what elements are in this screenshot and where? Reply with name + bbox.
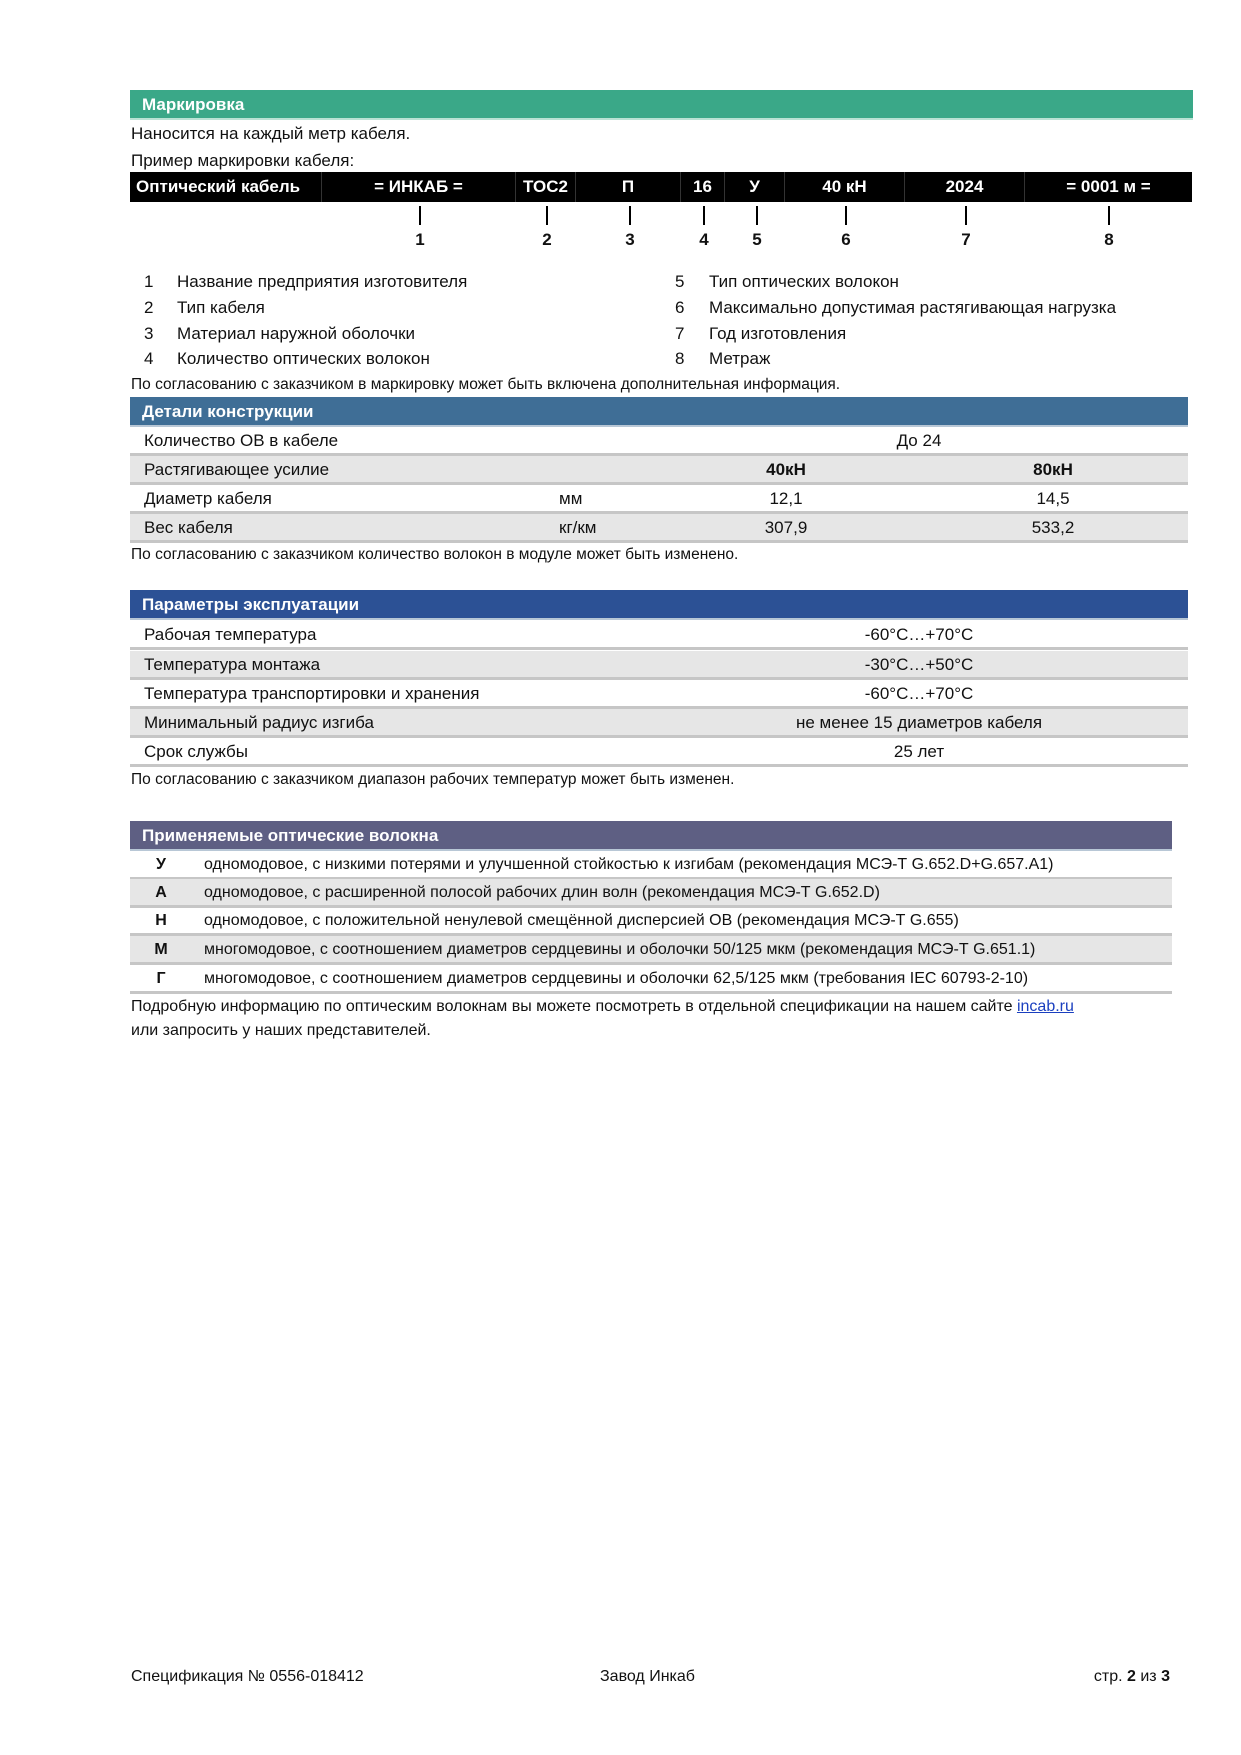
legend-number: 1 [144, 272, 154, 291]
page-total: 3 [1161, 1668, 1170, 1685]
marking-cell: ТОС2 [516, 172, 576, 202]
table-row [130, 651, 1188, 680]
table-row [130, 456, 1188, 485]
page-prefix: стр. [1093, 1668, 1123, 1685]
table-row [130, 965, 1172, 994]
incab-link[interactable]: incab.ru [1016, 998, 1074, 1015]
fibers-note [131, 996, 1074, 1018]
row-label: Вес кабеля [144, 518, 233, 537]
row-label: Температура монтажа [144, 655, 321, 674]
legend-text: Тип кабеля [177, 298, 265, 317]
table-row [130, 738, 1188, 767]
fiber-code: М [154, 941, 168, 958]
footer-company: Завод Инкаб [600, 1668, 695, 1685]
marking-line2: Пример маркировки кабеля: [131, 151, 355, 170]
marking-number: 5 [752, 230, 762, 249]
row-value: 25 лет [893, 742, 945, 761]
fiber-desc: одномодовое, с положительной ненулевой смещённой дисперсией ОВ (рекомендация МСЭ-Т G.655) [204, 912, 959, 929]
fibers-note2: или запросить у наших представителей. [131, 1022, 431, 1039]
table-row [130, 427, 1188, 456]
footer-spec: Спецификация № 0556-018412 [131, 1668, 364, 1685]
table-row [130, 879, 1172, 908]
marking-cell: 16 [681, 172, 725, 202]
row-value: не менее 15 диаметров кабеля [795, 713, 1043, 732]
fiber-desc: многомодовое, с соотношением диаметров сердцевины и оболочки 62,5/125 мкм (требования IEC 60793-2-10) [204, 970, 1029, 987]
legend-number: 7 [675, 324, 685, 343]
row-label: Растягивающее усилие [144, 460, 330, 479]
legend-number: 4 [144, 349, 154, 368]
marking-number: 6 [841, 230, 851, 249]
tick-line [756, 206, 758, 225]
row-value: -60°C…+70°C [864, 684, 974, 703]
tick-line [965, 206, 967, 225]
legend-number: 3 [144, 324, 154, 343]
construction-header: Детали конструкции [130, 397, 1188, 427]
legend-text: Количество оптических волокон [177, 349, 430, 368]
fiber-code: Г [156, 970, 166, 987]
row-label: Количество ОВ в кабеле [144, 431, 339, 450]
fibers-note-text: Подробную информацию по оптическим волокнам вы можете посмотреть в отдельной спецификации на нашем сайте [131, 998, 1013, 1015]
marking-cell: 40 кН [785, 172, 905, 202]
row-label: Температура транспортировки и хранения [144, 684, 480, 703]
marking-cell: = 0001 м = [1066, 177, 1151, 196]
tick-line [703, 206, 705, 225]
row-value: 533,2 [1031, 518, 1075, 537]
tick-line [546, 206, 548, 225]
marking-cell: = ИНКАБ = [322, 172, 516, 202]
marking-cell: Оптический кабель [130, 172, 322, 202]
table-row [130, 680, 1188, 709]
marking-header: Маркировка [130, 90, 1193, 120]
marking-cell: У [725, 172, 785, 202]
marking-line1: Наносится на каждый метр кабеля. [131, 124, 411, 143]
fibers-header: Применяемые оптические волокна [130, 821, 1172, 851]
table-row [130, 907, 1172, 936]
row-unit: кг/км [559, 518, 597, 537]
marking-number: 3 [625, 230, 635, 249]
table-row [130, 936, 1172, 965]
fiber-code: А [155, 884, 167, 901]
legend-text: Год изготовления [709, 324, 847, 343]
table-row [130, 514, 1188, 543]
fiber-desc: одномодовое, с расширенной полосой рабочих длин волн (рекомендация МСЭ-Т G.652.D) [204, 884, 880, 901]
marking-number: 8 [1104, 230, 1114, 249]
legend-number: 2 [144, 298, 154, 317]
row-label: Рабочая температура [144, 625, 317, 644]
legend-number: 8 [675, 349, 685, 368]
table-row [130, 851, 1172, 880]
column-header-40kn: 40кН [766, 460, 806, 479]
legend-text: Метраж [709, 349, 771, 368]
tick-line [419, 206, 421, 225]
table-row [130, 709, 1188, 738]
column-header-80kn: 80кН [1033, 460, 1073, 479]
page-number: 2 [1127, 1668, 1136, 1685]
page-of: из [1140, 1668, 1157, 1685]
marking-example-bar [130, 172, 1192, 202]
row-value: -60°C…+70°C [864, 625, 974, 644]
footer-page [1094, 1668, 1170, 1686]
row-value: 307,9 [764, 518, 808, 537]
fiber-desc: многомодовое, с соотношением диаметров сердцевины и оболочки 50/125 мкм (рекомендация МСЭ-Т G.651.1) [204, 941, 1036, 958]
row-unit: мм [559, 489, 583, 508]
operation-note: По согласованию с заказчиком диапазон рабочих температур может быть изменен. [131, 771, 735, 788]
table-row [130, 621, 1188, 650]
marking-number: 2 [542, 230, 552, 249]
marking-number: 4 [699, 230, 709, 249]
row-label: Диаметр кабеля [144, 489, 272, 508]
row-label: Срок службы [144, 742, 248, 761]
marking-number: 7 [961, 230, 971, 249]
tick-line [845, 206, 847, 225]
marking-number: 1 [415, 230, 425, 249]
row-label: Минимальный радиус изгиба [144, 713, 374, 732]
row-value: 14,5 [1036, 489, 1070, 508]
legend-number: 6 [675, 298, 685, 317]
legend-text: Название предприятия изготовителя [177, 272, 468, 291]
legend-text: Тип оптических волокон [709, 272, 899, 291]
fiber-desc: одномодовое, с низкими потерями и улучшенной стойкостью к изгибам (рекомендация МСЭ-Т G.652.D+G.657.A1) [204, 856, 1054, 873]
table-row [130, 485, 1188, 514]
legend-text: Материал наружной оболочки [177, 324, 416, 343]
row-value: 12,1 [769, 489, 803, 508]
tick-line [1108, 206, 1110, 225]
fiber-code: Н [155, 912, 167, 929]
construction-note: По согласованию с заказчиком количество волокон в модуле может быть изменено. [131, 546, 739, 563]
legend-text: Максимально допустимая растягивающая нагрузка [709, 298, 1117, 317]
legend-number: 5 [675, 272, 685, 291]
fiber-code: У [156, 856, 166, 873]
marking-note: По согласованию с заказчиком в маркировку может быть включена дополнительная информация. [131, 376, 841, 393]
operation-header: Параметры эксплуатации [130, 590, 1188, 620]
marking-cell: П [576, 172, 681, 202]
marking-cell: 2024 [905, 172, 1025, 202]
row-value: До 24 [896, 431, 942, 450]
tick-line [629, 206, 631, 225]
row-value: -30°C…+50°C [864, 655, 974, 674]
